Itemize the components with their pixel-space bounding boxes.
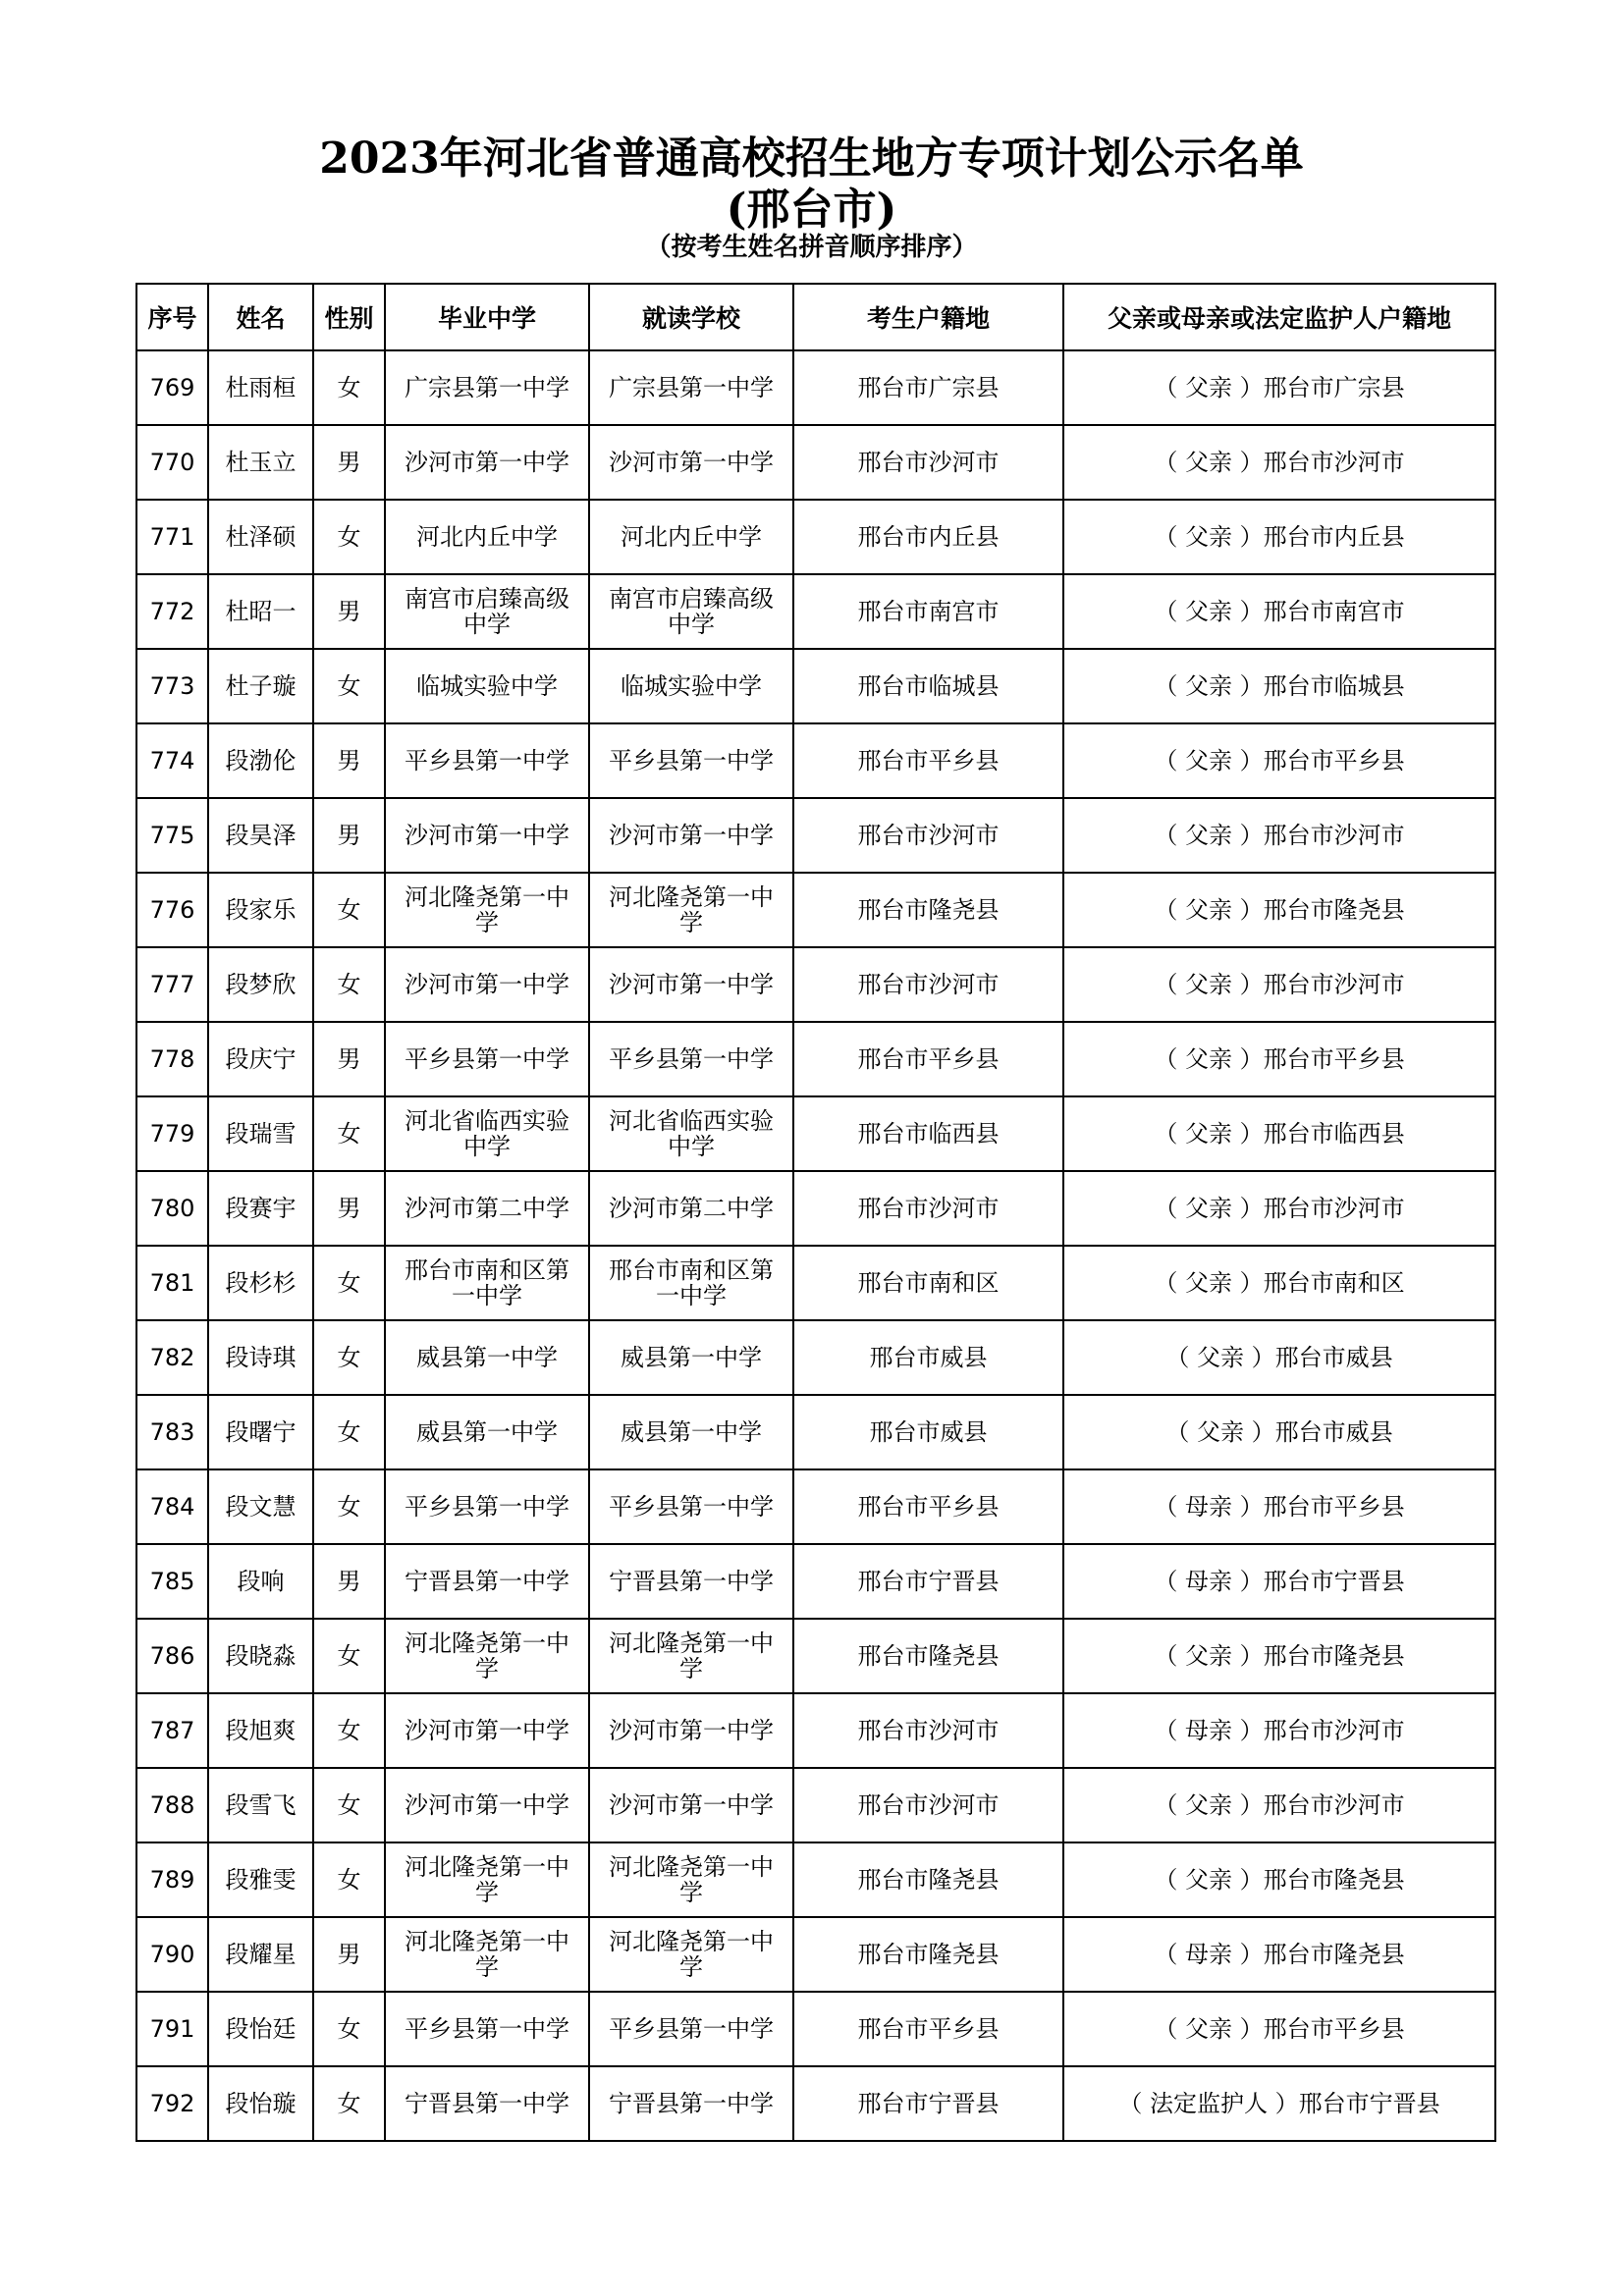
cell-graduation-school: 威县第一中学 <box>385 1320 589 1395</box>
cell-index: 788 <box>136 1768 208 1842</box>
header-current-school: 就读学校 <box>589 284 793 350</box>
cell-current-school: 沙河市第一中学 <box>589 798 793 873</box>
cell-household-registration: 邢台市隆尧县 <box>793 1619 1063 1693</box>
cell-graduation-school: 平乡县第一中学 <box>385 1992 589 2066</box>
cell-guardian-registration: （ 父亲 ）邢台市南和区 <box>1063 1246 1495 1320</box>
cell-index: 779 <box>136 1096 208 1171</box>
cell-index: 789 <box>136 1842 208 1917</box>
cell-guardian-registration: （ 父亲 ）邢台市沙河市 <box>1063 1768 1495 1842</box>
cell-name: 段响 <box>208 1544 313 1619</box>
cell-index: 791 <box>136 1992 208 2066</box>
table-row <box>136 1096 1495 1171</box>
cell-guardian-registration: （ 父亲 ）邢台市沙河市 <box>1063 1171 1495 1246</box>
cell-guardian-registration: （ 父亲 ）邢台市沙河市 <box>1063 425 1495 500</box>
cell-household-registration: 邢台市隆尧县 <box>793 1842 1063 1917</box>
cell-gender: 女 <box>313 1246 385 1320</box>
header-gender: 性别 <box>313 284 385 350</box>
cell-household-registration: 邢台市临城县 <box>793 649 1063 723</box>
cell-gender: 女 <box>313 500 385 574</box>
cell-current-school: 南宫市启臻高级中学 <box>589 574 793 649</box>
cell-name: 杜昭一 <box>208 574 313 649</box>
table-body <box>136 350 1495 2141</box>
cell-current-school: 沙河市第一中学 <box>589 947 793 1022</box>
table-row <box>136 873 1495 947</box>
table-row <box>136 1917 1495 1992</box>
table-row <box>136 1171 1495 1246</box>
cell-guardian-registration: （ 父亲 ）邢台市沙河市 <box>1063 947 1495 1022</box>
cell-graduation-school: 沙河市第一中学 <box>385 798 589 873</box>
cell-name: 杜子璇 <box>208 649 313 723</box>
cell-household-registration: 邢台市平乡县 <box>793 1022 1063 1096</box>
cell-household-registration: 邢台市平乡县 <box>793 1469 1063 1544</box>
cell-gender: 男 <box>313 798 385 873</box>
cell-guardian-registration: （ 法定监护人 ）邢台市宁晋县 <box>1063 2066 1495 2141</box>
cell-household-registration: 邢台市威县 <box>793 1320 1063 1395</box>
cell-current-school: 河北隆尧第一中学 <box>589 1917 793 1992</box>
cell-current-school: 平乡县第一中学 <box>589 723 793 798</box>
cell-household-registration: 邢台市威县 <box>793 1395 1063 1469</box>
cell-gender: 女 <box>313 947 385 1022</box>
cell-gender: 女 <box>313 1842 385 1917</box>
admission-list-table <box>135 283 1496 2142</box>
cell-household-registration: 邢台市沙河市 <box>793 425 1063 500</box>
cell-gender: 女 <box>313 1395 385 1469</box>
table-row <box>136 1992 1495 2066</box>
cell-current-school: 沙河市第一中学 <box>589 425 793 500</box>
cell-gender: 女 <box>313 649 385 723</box>
cell-index: 769 <box>136 350 208 425</box>
cell-gender: 女 <box>313 1469 385 1544</box>
cell-name: 段渤伦 <box>208 723 313 798</box>
table-row <box>136 350 1495 425</box>
cell-graduation-school: 宁晋县第一中学 <box>385 2066 589 2141</box>
header-index: 序号 <box>136 284 208 350</box>
cell-guardian-registration: （ 父亲 ）邢台市隆尧县 <box>1063 1842 1495 1917</box>
cell-guardian-registration: （ 父亲 ）邢台市临城县 <box>1063 649 1495 723</box>
cell-name: 段雪飞 <box>208 1768 313 1842</box>
cell-gender: 女 <box>313 873 385 947</box>
cell-index: 770 <box>136 425 208 500</box>
cell-household-registration: 邢台市平乡县 <box>793 723 1063 798</box>
table-row <box>136 1246 1495 1320</box>
cell-household-registration: 邢台市隆尧县 <box>793 873 1063 947</box>
cell-guardian-registration: （ 父亲 ）邢台市威县 <box>1063 1395 1495 1469</box>
sort-note: （按考生姓名拼音顺序排序） <box>645 233 978 262</box>
cell-gender: 女 <box>313 350 385 425</box>
cell-graduation-school: 沙河市第一中学 <box>385 1693 589 1768</box>
cell-index: 781 <box>136 1246 208 1320</box>
header-guardian-registration: 父亲或母亲或法定监护人户籍地 <box>1063 284 1495 350</box>
cell-current-school: 河北隆尧第一中学 <box>589 873 793 947</box>
cell-index: 778 <box>136 1022 208 1096</box>
table-row <box>136 1320 1495 1395</box>
cell-index: 771 <box>136 500 208 574</box>
cell-index: 786 <box>136 1619 208 1693</box>
cell-graduation-school: 广宗县第一中学 <box>385 350 589 425</box>
table-row <box>136 500 1495 574</box>
cell-index: 792 <box>136 2066 208 2141</box>
header-row <box>136 284 1495 350</box>
cell-current-school: 河北省临西实验中学 <box>589 1096 793 1171</box>
cell-guardian-registration: （ 母亲 ）邢台市沙河市 <box>1063 1693 1495 1768</box>
cell-guardian-registration: （ 父亲 ）邢台市平乡县 <box>1063 1992 1495 2066</box>
cell-household-registration: 邢台市隆尧县 <box>793 1917 1063 1992</box>
cell-current-school: 威县第一中学 <box>589 1320 793 1395</box>
cell-household-registration: 邢台市沙河市 <box>793 1171 1063 1246</box>
table-row <box>136 947 1495 1022</box>
cell-name: 杜玉立 <box>208 425 313 500</box>
cell-gender: 男 <box>313 1022 385 1096</box>
cell-name: 段家乐 <box>208 873 313 947</box>
table-row <box>136 1022 1495 1096</box>
table-row <box>136 1693 1495 1768</box>
table-row <box>136 2066 1495 2141</box>
cell-gender: 女 <box>313 2066 385 2141</box>
cell-name: 段雅雯 <box>208 1842 313 1917</box>
cell-gender: 男 <box>313 723 385 798</box>
cell-household-registration: 邢台市临西县 <box>793 1096 1063 1171</box>
cell-name: 段杉杉 <box>208 1246 313 1320</box>
cell-graduation-school: 河北隆尧第一中学 <box>385 1619 589 1693</box>
cell-index: 777 <box>136 947 208 1022</box>
cell-name: 段梦欣 <box>208 947 313 1022</box>
cell-guardian-registration: （ 父亲 ）邢台市广宗县 <box>1063 350 1495 425</box>
cell-guardian-registration: （ 父亲 ）邢台市内丘县 <box>1063 500 1495 574</box>
table-row <box>136 574 1495 649</box>
cell-name: 段晓淼 <box>208 1619 313 1693</box>
cell-name: 杜雨桓 <box>208 350 313 425</box>
cell-gender: 女 <box>313 1992 385 2066</box>
cell-graduation-school: 平乡县第一中学 <box>385 1469 589 1544</box>
cell-current-school: 沙河市第一中学 <box>589 1768 793 1842</box>
cell-index: 780 <box>136 1171 208 1246</box>
cell-current-school: 河北内丘中学 <box>589 500 793 574</box>
cell-name: 段昊泽 <box>208 798 313 873</box>
cell-guardian-registration: （ 母亲 ）邢台市隆尧县 <box>1063 1917 1495 1992</box>
cell-index: 787 <box>136 1693 208 1768</box>
header-household-registration: 考生户籍地 <box>793 284 1063 350</box>
cell-current-school: 沙河市第一中学 <box>589 1693 793 1768</box>
cell-guardian-registration: （ 父亲 ）邢台市平乡县 <box>1063 723 1495 798</box>
cell-current-school: 宁晋县第一中学 <box>589 1544 793 1619</box>
header-graduation-school: 毕业中学 <box>385 284 589 350</box>
table-header <box>136 284 1495 350</box>
table-row <box>136 649 1495 723</box>
cell-index: 772 <box>136 574 208 649</box>
cell-current-school: 威县第一中学 <box>589 1395 793 1469</box>
cell-name: 段庆宁 <box>208 1022 313 1096</box>
cell-current-school: 平乡县第一中学 <box>589 1469 793 1544</box>
cell-index: 783 <box>136 1395 208 1469</box>
document-title: 2023年河北省普通高校招生地方专项计划公示名单 <box>319 133 1304 184</box>
cell-current-school: 沙河市第二中学 <box>589 1171 793 1246</box>
cell-index: 784 <box>136 1469 208 1544</box>
cell-graduation-school: 河北内丘中学 <box>385 500 589 574</box>
cell-name: 段诗琪 <box>208 1320 313 1395</box>
cell-household-registration: 邢台市沙河市 <box>793 1768 1063 1842</box>
cell-gender: 女 <box>313 1619 385 1693</box>
cell-graduation-school: 河北隆尧第一中学 <box>385 1842 589 1917</box>
cell-household-registration: 邢台市沙河市 <box>793 798 1063 873</box>
cell-gender: 女 <box>313 1768 385 1842</box>
cell-current-school: 广宗县第一中学 <box>589 350 793 425</box>
cell-index: 790 <box>136 1917 208 1992</box>
cell-gender: 男 <box>313 1544 385 1619</box>
cell-name: 段怡璇 <box>208 2066 313 2141</box>
cell-household-registration: 邢台市南宫市 <box>793 574 1063 649</box>
cell-name: 段曙宁 <box>208 1395 313 1469</box>
cell-graduation-school: 河北省临西实验中学 <box>385 1096 589 1171</box>
cell-graduation-school: 河北隆尧第一中学 <box>385 873 589 947</box>
table-row <box>136 723 1495 798</box>
cell-household-registration: 邢台市宁晋县 <box>793 2066 1063 2141</box>
document-subtitle: (邢台市) <box>726 185 897 235</box>
cell-current-school: 平乡县第一中学 <box>589 1022 793 1096</box>
cell-name: 段怡廷 <box>208 1992 313 2066</box>
cell-guardian-registration: （ 父亲 ）邢台市威县 <box>1063 1320 1495 1395</box>
cell-graduation-school: 沙河市第一中学 <box>385 947 589 1022</box>
table-row <box>136 1619 1495 1693</box>
cell-name: 段耀星 <box>208 1917 313 1992</box>
cell-current-school: 河北隆尧第一中学 <box>589 1619 793 1693</box>
cell-gender: 男 <box>313 574 385 649</box>
cell-index: 776 <box>136 873 208 947</box>
cell-gender: 男 <box>313 1917 385 1992</box>
cell-graduation-school: 平乡县第一中学 <box>385 1022 589 1096</box>
cell-household-registration: 邢台市南和区 <box>793 1246 1063 1320</box>
cell-name: 段瑞雪 <box>208 1096 313 1171</box>
cell-graduation-school: 邢台市南和区第一中学 <box>385 1246 589 1320</box>
cell-index: 782 <box>136 1320 208 1395</box>
table-row <box>136 425 1495 500</box>
cell-graduation-school: 宁晋县第一中学 <box>385 1544 589 1619</box>
table-row <box>136 1842 1495 1917</box>
cell-current-school: 邢台市南和区第一中学 <box>589 1246 793 1320</box>
cell-guardian-registration: （ 母亲 ）邢台市平乡县 <box>1063 1469 1495 1544</box>
cell-index: 773 <box>136 649 208 723</box>
cell-guardian-registration: （ 父亲 ）邢台市沙河市 <box>1063 798 1495 873</box>
table-row <box>136 1544 1495 1619</box>
cell-graduation-school: 威县第一中学 <box>385 1395 589 1469</box>
cell-graduation-school: 沙河市第一中学 <box>385 425 589 500</box>
cell-current-school: 临城实验中学 <box>589 649 793 723</box>
cell-gender: 男 <box>313 425 385 500</box>
cell-graduation-school: 沙河市第一中学 <box>385 1768 589 1842</box>
cell-graduation-school: 临城实验中学 <box>385 649 589 723</box>
cell-guardian-registration: （ 母亲 ）邢台市宁晋县 <box>1063 1544 1495 1619</box>
cell-gender: 女 <box>313 1693 385 1768</box>
cell-index: 774 <box>136 723 208 798</box>
cell-guardian-registration: （ 父亲 ）邢台市临西县 <box>1063 1096 1495 1171</box>
cell-guardian-registration: （ 父亲 ）邢台市南宫市 <box>1063 574 1495 649</box>
cell-current-school: 平乡县第一中学 <box>589 1992 793 2066</box>
header-name: 姓名 <box>208 284 313 350</box>
table-row <box>136 1768 1495 1842</box>
cell-name: 段旭爽 <box>208 1693 313 1768</box>
cell-name: 杜泽硕 <box>208 500 313 574</box>
cell-index: 775 <box>136 798 208 873</box>
cell-graduation-school: 南宫市启臻高级中学 <box>385 574 589 649</box>
cell-household-registration: 邢台市沙河市 <box>793 1693 1063 1768</box>
cell-current-school: 河北隆尧第一中学 <box>589 1842 793 1917</box>
cell-name: 段文慧 <box>208 1469 313 1544</box>
table-row <box>136 1469 1495 1544</box>
cell-household-registration: 邢台市平乡县 <box>793 1992 1063 2066</box>
cell-gender: 女 <box>313 1320 385 1395</box>
cell-name: 段赛宇 <box>208 1171 313 1246</box>
cell-guardian-registration: （ 父亲 ）邢台市隆尧县 <box>1063 1619 1495 1693</box>
cell-graduation-school: 平乡县第一中学 <box>385 723 589 798</box>
table-row <box>136 798 1495 873</box>
cell-household-registration: 邢台市宁晋县 <box>793 1544 1063 1619</box>
table-row <box>136 1395 1495 1469</box>
cell-guardian-registration: （ 父亲 ）邢台市隆尧县 <box>1063 873 1495 947</box>
cell-gender: 女 <box>313 1096 385 1171</box>
cell-graduation-school: 沙河市第二中学 <box>385 1171 589 1246</box>
cell-gender: 男 <box>313 1171 385 1246</box>
cell-current-school: 宁晋县第一中学 <box>589 2066 793 2141</box>
cell-household-registration: 邢台市沙河市 <box>793 947 1063 1022</box>
cell-household-registration: 邢台市内丘县 <box>793 500 1063 574</box>
cell-graduation-school: 河北隆尧第一中学 <box>385 1917 589 1992</box>
cell-household-registration: 邢台市广宗县 <box>793 350 1063 425</box>
cell-guardian-registration: （ 父亲 ）邢台市平乡县 <box>1063 1022 1495 1096</box>
cell-index: 785 <box>136 1544 208 1619</box>
